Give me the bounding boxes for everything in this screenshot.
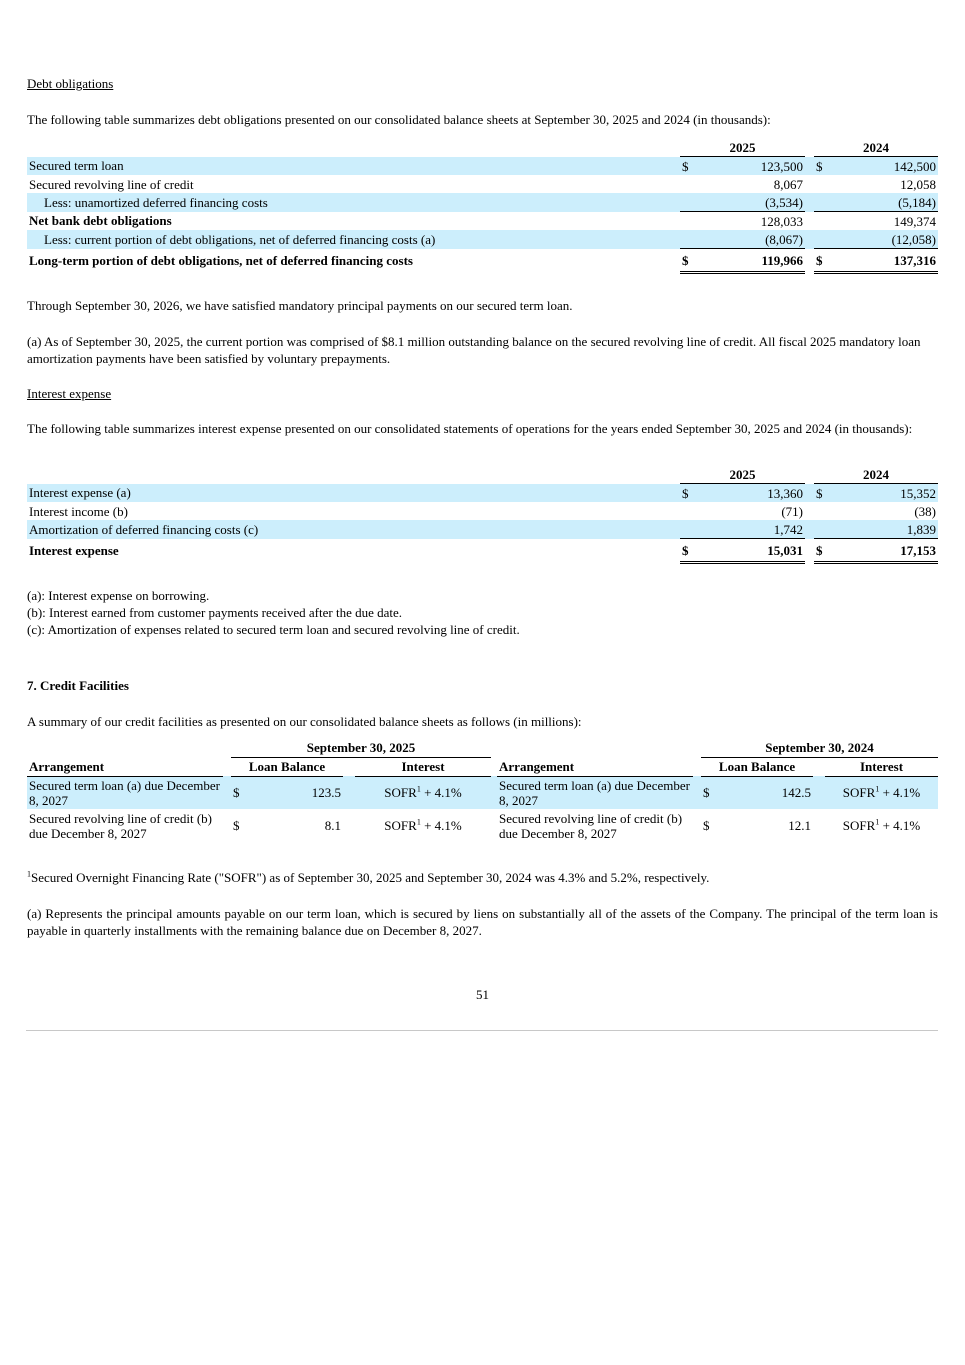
interest-intro: The following table summarizes interest expense presented on our consolidated statements of operations for the years ended September 30, 2025 and 2024 (in thousands):	[27, 421, 913, 436]
currency-symbol: $	[233, 818, 240, 833]
row-label: Net bank debt obligations	[29, 213, 172, 229]
row-label: Interest income (b)	[29, 503, 128, 519]
spread-label: + 4.1%	[879, 785, 921, 801]
table-row	[27, 484, 938, 503]
table-row	[27, 776, 938, 809]
currency-symbol: $	[680, 157, 705, 176]
row-label: Interest expense (a)	[27, 484, 680, 503]
value-2025: 119,966	[705, 249, 805, 273]
value-2025: 8,067	[773, 176, 803, 192]
value-2024: 1,839	[838, 520, 938, 539]
footnote-marker: 1	[27, 869, 31, 879]
footnote-marker: 1	[416, 817, 421, 827]
spread-label: + 4.1%	[879, 818, 921, 833]
value-2025: 1,742	[705, 520, 805, 539]
currency-symbol	[680, 520, 705, 539]
credit-facilities-heading: 7. Credit Facilities	[27, 678, 129, 693]
interest-note-a: (a): Interest expense on borrowing.	[27, 588, 210, 603]
currency-symbol: $	[680, 539, 705, 563]
row-label: Interest expense	[29, 543, 119, 558]
row-label: Less: current portion of debt obligations, net of deferred financing costs (a)	[27, 230, 680, 249]
row-label: Less: unamortized deferred financing costs	[27, 193, 680, 212]
page-number: 51	[476, 987, 489, 1002]
interest-note-b: (b): Interest earned from customer payments received after the due date.	[27, 605, 403, 620]
table-header-row	[27, 465, 938, 484]
value-2024: 17,153	[838, 539, 938, 563]
arrangement-2024: Secured revolving line of credit (b) due December 8, 2027	[499, 810, 683, 841]
sofr-label: SOFR	[842, 818, 876, 833]
table-row	[27, 230, 938, 249]
loan-balance-header-2024: Loan Balance	[701, 757, 813, 776]
interest-expense-table	[27, 465, 938, 564]
interest-note-c: (c): Amortization of expenses related to secured term loan and secured revolving line of credit.	[27, 622, 520, 637]
value-2024: 15,352	[838, 484, 938, 503]
currency-symbol	[680, 212, 705, 231]
interest-2025	[355, 809, 491, 842]
value-2024: (12,058)	[838, 230, 938, 249]
value-2025: (8,067)	[705, 230, 805, 249]
through-note: Through September 30, 2026, we have satisfied mandatory principal payments on our secured term loan.	[27, 298, 573, 313]
value-2024: 142,500	[838, 157, 938, 176]
col-2024-header: 2024	[814, 138, 938, 157]
value-2025: (71)	[781, 503, 803, 519]
spread-label: + 4.1%	[420, 818, 462, 833]
interest-2024	[825, 776, 938, 809]
sofr-footnote-text: Secured Overnight Financing Rate ("SOFR") as of September 30, 2025 and September 30, 2024 was 4.3% and 5.2%, respectively.	[31, 870, 710, 885]
currency-symbol: $	[701, 776, 723, 809]
currency-symbol	[814, 175, 838, 193]
interest-expense-heading: Interest expense	[27, 386, 112, 401]
arrangement-2024: Secured term loan (a) due December 8, 2027	[497, 776, 693, 809]
value-2024: (5,184)	[838, 193, 938, 212]
table-row	[27, 193, 938, 212]
sofr-footnote	[27, 869, 938, 886]
credit-footnote-a: (a) Represents the principal amounts payable on our term loan, which is secured by liens on substantially all of the assets of the Company. The principal of the term loan is payable in quarterly installments with the remaining balance due on December 8, 2027.	[27, 906, 938, 938]
footnote-marker: 1	[875, 784, 880, 794]
period-header-row	[27, 739, 938, 757]
currency-symbol	[814, 520, 838, 539]
spread-label: + 4.1%	[420, 785, 462, 801]
col-2025-header: 2025	[680, 138, 805, 157]
currency-symbol	[680, 175, 705, 193]
value-2025: 15,031	[705, 539, 805, 563]
loan-balance-header-2025: Loan Balance	[231, 757, 343, 776]
currency-symbol	[814, 193, 838, 212]
currency-symbol: $	[703, 818, 710, 833]
table-row	[27, 157, 938, 176]
page-divider	[26, 1030, 938, 1031]
loan-balance-2024: 142.5	[723, 776, 813, 809]
currency-symbol	[680, 502, 705, 520]
arrangement-header-2024: Arrangement	[497, 757, 693, 776]
interest-header-2025: Interest	[355, 757, 491, 776]
interest-header-2024: Interest	[825, 757, 938, 776]
debt-obligations-table	[27, 138, 938, 274]
column-header-row	[27, 757, 938, 776]
currency-symbol: $	[814, 539, 838, 563]
row-label: Secured revolving line of credit	[29, 176, 194, 192]
value-2025: (3,534)	[705, 193, 805, 212]
arrangement-header-2025: Arrangement	[27, 757, 223, 776]
col-2024-header: 2024	[814, 465, 938, 484]
value-2024: 149,374	[893, 213, 936, 229]
currency-symbol	[680, 193, 705, 212]
loan-balance-2025: 123.5	[253, 776, 343, 809]
debt-obligations-heading: Debt obligations	[27, 76, 114, 91]
sofr-label: SOFR	[842, 785, 876, 801]
value-2024: (38)	[914, 503, 936, 519]
value-2025: 128,033	[760, 213, 803, 229]
credit-intro: A summary of our credit facilities as presented on our consolidated balance sheets as follows (in millions):	[27, 714, 582, 729]
value-2024: 12,058	[900, 176, 936, 192]
sofr-label: SOFR	[384, 785, 417, 801]
debt-footnote-a: (a) As of September 30, 2025, the current portion was comprised of $8.1 million outstanding balance on the secured revolving line of credit. All fiscal 2025 mandatory loan amortization payments have been satisfied by voluntary prepayments.	[27, 334, 921, 366]
table-row	[27, 212, 938, 231]
currency-symbol	[814, 502, 838, 520]
table-total-row	[27, 539, 938, 563]
currency-symbol: $	[814, 249, 838, 273]
row-label: Amortization of deferred financing costs (c)	[27, 520, 680, 539]
interest-2025	[355, 776, 491, 809]
value-2025: 13,360	[705, 484, 805, 503]
value-2025: 123,500	[705, 157, 805, 176]
currency-symbol: $	[231, 776, 253, 809]
interest-2024	[825, 809, 938, 842]
credit-facilities-table	[27, 739, 938, 842]
arrangement-2025: Secured revolving line of credit (b) due December 8, 2027	[29, 810, 213, 841]
row-label: Secured term loan	[27, 157, 680, 176]
table-row	[27, 175, 938, 193]
table-row	[27, 502, 938, 520]
table-row	[27, 809, 938, 842]
sofr-label: SOFR	[384, 818, 417, 833]
debt-intro: The following table summarizes debt obligations presented on our consolidated balance sheets at September 30, 2025 and 2024 (in thousands):	[27, 112, 771, 127]
currency-symbol: $	[680, 249, 705, 273]
value-2024: 137,316	[838, 249, 938, 273]
row-label: Long-term portion of debt obligations, net of deferred financing costs	[29, 253, 413, 268]
currency-symbol	[814, 212, 838, 231]
period-2025-header: September 30, 2025	[231, 739, 491, 757]
currency-symbol: $	[680, 484, 705, 503]
table-header-row	[27, 138, 938, 157]
col-2025-header: 2025	[680, 465, 805, 484]
period-2024-header: September 30, 2024	[701, 739, 938, 757]
arrangement-2025: Secured term loan (a) due December 8, 2027	[27, 776, 223, 809]
table-total-row	[27, 249, 938, 273]
currency-symbol: $	[814, 484, 838, 503]
footnote-marker: 1	[875, 817, 880, 827]
table-row	[27, 520, 938, 539]
footnote-marker: 1	[416, 784, 421, 794]
currency-symbol	[814, 230, 838, 249]
loan-balance-2024: 12.1	[788, 818, 812, 833]
currency-symbol: $	[814, 157, 838, 176]
loan-balance-2025: 8.1	[324, 818, 341, 833]
currency-symbol	[680, 230, 705, 249]
